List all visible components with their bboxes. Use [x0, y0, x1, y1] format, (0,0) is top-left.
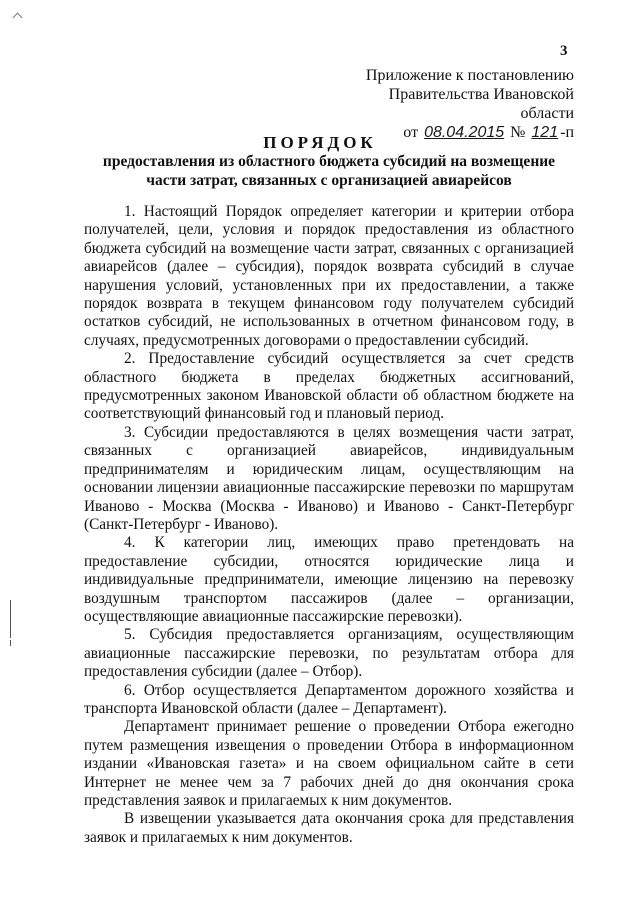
paragraph: 6. Отбор осуществляется Департаментом дорожного хозяйства и транспорта Ивановской области (далее – Департамент). [84, 681, 574, 717]
paragraph: В извещении указывается дата окончания срока для представления заявок и прилагаемых к ним документов. [84, 810, 574, 846]
page-number: 3 [560, 43, 568, 59]
number-label: № [510, 124, 526, 141]
scan-corner-mark [13, 13, 23, 23]
paragraph: Департамент принимает решение о проведении Отбора ежегодно путем размещения извещения о проведении Отбора в информационном издании «Ивановская газета» и на своем официальном сайте в сети Интернет не менее чем за 7 рабочих дней до дня окончания срока представления заявок и прилагаемых к ним документов. [84, 718, 574, 809]
scan-margin-mark [10, 640, 11, 646]
handwritten-number: 121 [531, 124, 559, 141]
from-label: от [403, 124, 419, 141]
document-subtitle: предоставления из областного бюджета субсидий на возмещение части затрат, связанных с организацией авиарейсов [102, 153, 556, 189]
number-suffix: -п [560, 124, 574, 141]
appendix-line-2: Правительства Ивановской области [388, 86, 574, 122]
paragraph: 5. Субсидия предоставляется организациям, осуществляющим авиационные пассажирские перевозки, по результатам отбора для предоставления субсидии (далее – Отбор). [84, 626, 574, 681]
paragraph: 4. К категории лиц, имеющих право претендовать на предоставление субсидии, относятся юридические лица и индивидуальные предприниматели, имеющие лицензию на перевозку воздушным транспортом пассажиров (далее – организации, осуществляющие авиационные пассажирские перевозки). [84, 534, 574, 625]
paragraph: 1. Настоящий Порядок определяет категории и критерии отбора получателей, цели, условия и порядок предоставления из областного бюджета субсидий на возмещение части затрат, связанных с организацией авиарейсов (далее – субсидия), порядок возврата субсидий в случае нарушения условий, установленных при их предоставлении, а также порядок возврата в текущем финансовом году получателем субсидий остатков субсидий, не использованных в отчетном финансовом году, в случаях, предусмотренных договорами о предоставлении субсидий. [84, 203, 574, 349]
document-body [84, 203, 574, 847]
handwritten-date: 08.04.2015 [424, 124, 505, 141]
paragraph: 3. Субсидии предоставляются в целях возмещения части затрат, связанных с организацией авиарейсов, индивидуальным предпринимателям и юридическим лицам, осуществляющим на основании лицензии авиационные пассажирские перевозки по маршрутам Иваново - Москва (Москва - Иваново) и Иваново - Санкт-Петербург (Санкт-Петербург - Иваново). [84, 423, 574, 533]
appendix-header [344, 66, 574, 142]
paragraph: 2. Предоставление субсидий осуществляется за счет средств областного бюджета в пределах бюджетных ассигнований, предусмотренных законом Ивановской области об областном бюджете на соответствующий финансовый год и плановый период. [84, 350, 574, 423]
scan-margin-mark [10, 600, 11, 638]
document-title: ПОРЯДОК [263, 133, 377, 152]
appendix-line-1: Приложение к постановлению [365, 67, 574, 84]
